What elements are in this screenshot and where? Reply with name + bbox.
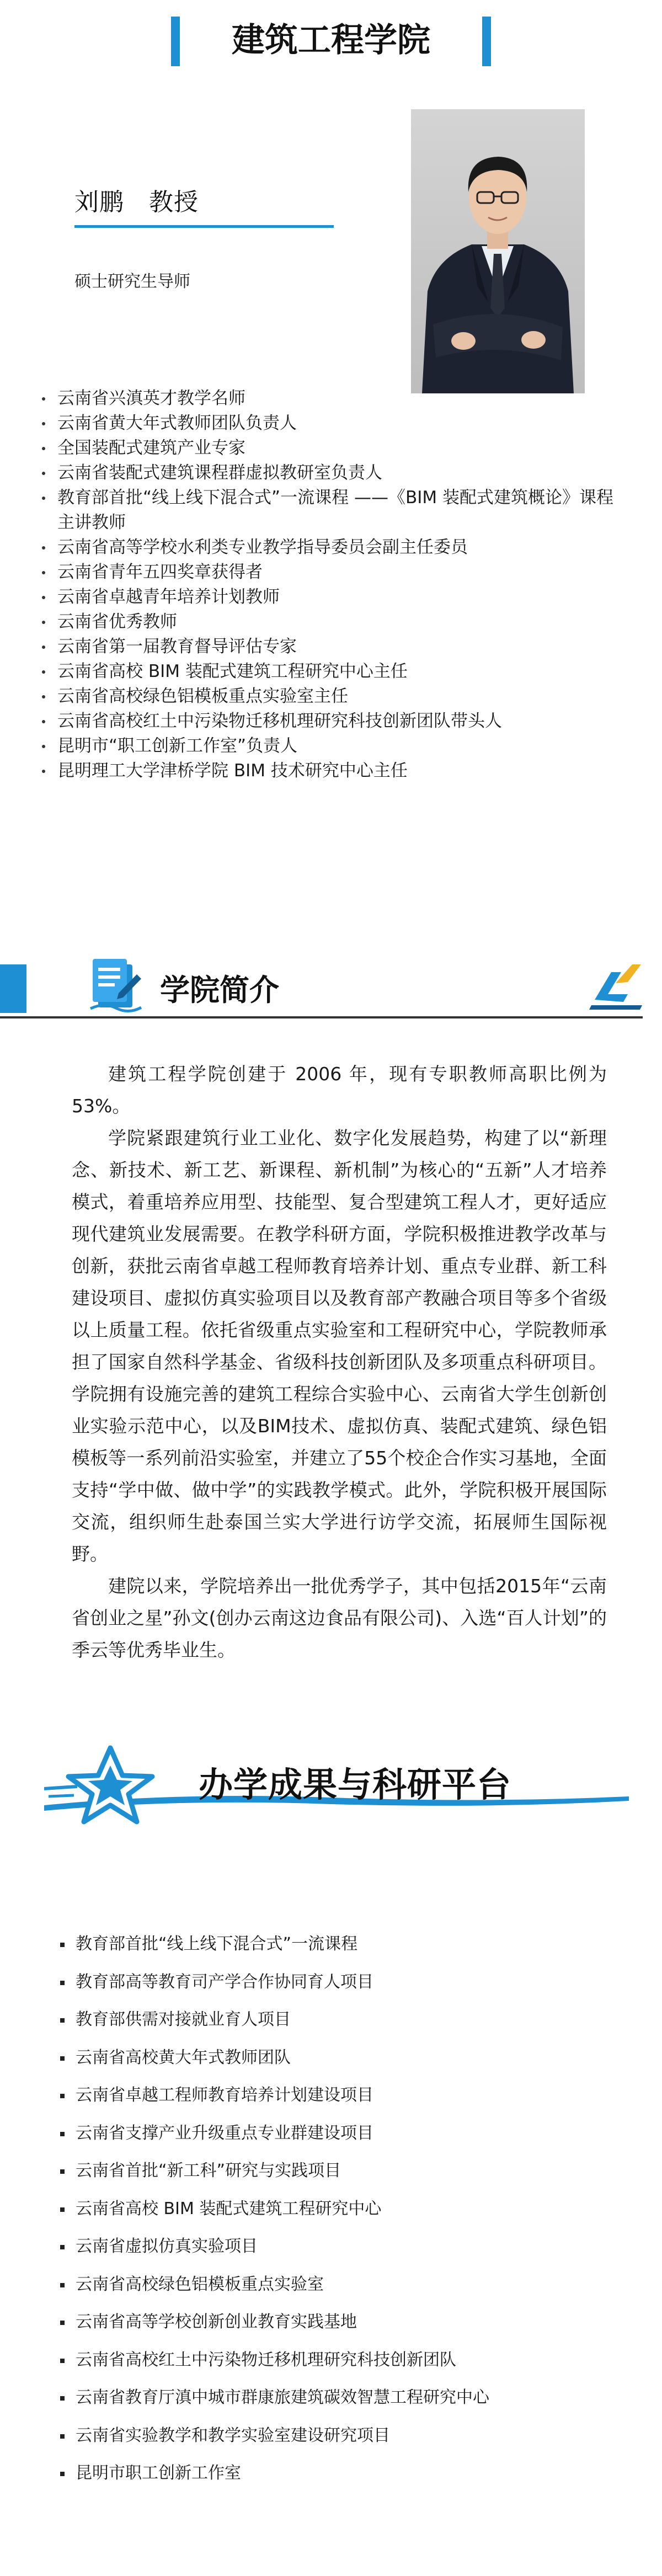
honor-item: 云南省青年五四奖章获得者 [39,560,623,585]
achievement-item: 云南省虚拟仿真实验项目 [58,2228,637,2266]
achievement-item: 云南省高校黄大年式教师团队 [58,2039,637,2077]
intro-text [72,1058,607,1666]
achievement-item: 昆明市职工创新工作室 [58,2455,637,2493]
honor-item: 云南省装配式建筑课程群虚拟教研室负责人 [39,461,623,486]
achievements-section-title: 办学成果与科研平台 [199,1764,512,1805]
honor-item: 云南省优秀教师 [39,610,623,634]
name-underline [74,225,334,228]
honor-item: 云南省高校 BIM 装配式建筑工程研究中心主任 [39,659,623,684]
honor-item: 云南省高等学校水利类专业教学指导委员会副主任委员 [39,535,623,560]
professor-name: 刘鹏 教授 [74,188,199,216]
achievements-list [58,1926,637,2493]
achievement-item: 云南省实验教学和教学实验室建设研究项目 [58,2417,637,2455]
achievement-item: 云南省卓越工程师教育培养计划建设项目 [58,2077,637,2115]
honor-item: 云南省黄大年式教师团队负责人 [39,411,623,436]
achievement-item: 云南省高等学校创新创业教育实践基地 [58,2303,637,2342]
document-icon [88,954,143,1015]
achievement-item: 云南省支撑产业升级重点专业群建设项目 [58,2115,637,2153]
achievement-item: 教育部首批“线上线下混合式”一流课程 [58,1926,637,1964]
achievement-item: 云南省教育厅滇中城市群康旅建筑碳效智慧工程研究中心 [58,2379,637,2417]
honor-item: 云南省卓越青年培养计划教师 [39,585,623,610]
honor-item: 云南省高校绿色铝模板重点实验室主任 [39,684,623,709]
college-logo-icon [589,961,644,1011]
honor-item: 云南省高校红土中污染物迁移机理研究科技创新团队带头人 [39,709,623,734]
section-divider [0,1016,643,1018]
page-title: 建筑工程学院 [232,21,430,60]
achievement-item: 教育部供需对接就业育人项目 [58,2001,637,2039]
honor-item: 全国装配式建筑产业专家 [39,436,623,461]
achievement-item: 云南省首批“新工科”研究与实践项目 [58,2152,637,2190]
achievement-item: 云南省高校红土中污染物迁移机理研究科技创新团队 [58,2342,637,2380]
section-accent-tab [0,964,26,1013]
honor-item: 教育部首批“线上线下混合式”一流课程 ——《BIM 装配式建筑概论》课程主讲教师 [39,486,623,535]
intro-paragraph: 建院以来，学院培养出一批优秀学子，其中包括2015年“云南省创业之星”孙文(创办云南这边食品有限公司)、入选“百人计划”的季云等优秀毕业生。 [72,1575,607,1661]
intro-paragraph: 学院紧跟建筑行业工业化、数字化发展趋势，构建了以“新理念、新技术、新工艺、新课程、新机制”为核心的“五新”人才培养模式，着重培养应用型、技能型、复合型建筑工程人才，更好适应现代建筑业发展需要。在教学科研方面，学院积极推进教学改革与创新，获批云南省卓越工程师教育培养计划、重点专业群、新工科建设项目、虚拟仿真实验项目以及教育部产教融合项目等多个省级以上质量工程。依托省级重点实验室和工程研究中心，学院教师承担了国家自然科学基金、省级科技创新团队及多项重点科研项目。学院拥有设施完善的建筑工程综合实验中心、云南省大学生创新创业实验示范中心，以及BIM技术、虚拟仿真、装配式建筑、绿色铝模板等一系列前沿实验室，并建立了55个校企合作实习基地，全面支持“学中做、做中学”的实践教学模式。此外，学院积极开展国际交流，组织师生赴泰国兰实大学进行访学交流，拓展师生国际视野。 [72,1127,607,1565]
honor-item: 昆明市“职工创新工作室”负责人 [39,734,623,759]
achievement-item: 云南省高校 BIM 装配式建筑工程研究中心 [58,2190,637,2228]
intro-section-title: 学院简介 [160,973,279,1007]
professor-degree: 硕士研究生导师 [74,272,190,291]
honor-item: 昆明理工大学津桥学院 BIM 技术研究中心主任 [39,759,623,783]
intro-paragraph: 建筑工程学院创建于 2006 年，现有专职教师高职比例为 53%。 [72,1063,607,1117]
professor-photo [411,109,585,393]
honor-item: 云南省第一届教育督导评估专家 [39,634,623,659]
achievement-item: 云南省高校绿色铝模板重点实验室 [58,2266,637,2304]
achievement-item: 教育部高等教育司产学合作协同育人项目 [58,1964,637,2002]
honor-item: 云南省兴滇英才教学名师 [39,386,623,411]
honors-list [39,386,623,783]
